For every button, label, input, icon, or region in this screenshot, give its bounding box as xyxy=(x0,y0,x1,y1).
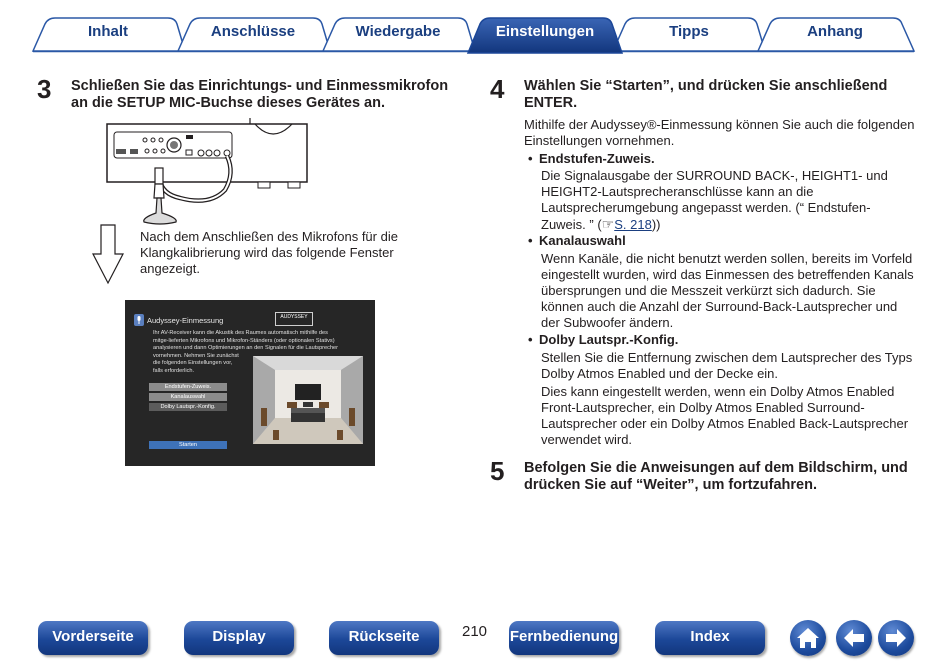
screen-button-kanalauswahl[interactable]: Kanalauswahl xyxy=(149,393,227,401)
screen-body-line: falls erforderlich. xyxy=(153,367,195,374)
endstufen-text-line: HEIGHT2-Lautsprecheranschlüsse kann an die xyxy=(541,184,814,199)
step-4-heading-line2: ENTER. xyxy=(524,95,578,111)
step-3-note-line2: Klangkalibrierung wird das folgende Fenster xyxy=(140,245,394,260)
endstufen-ref-line xyxy=(541,216,661,233)
dolby-text-line: Front-Lautsprecher, ein Dolby Atmos Enabled Surround- xyxy=(541,400,865,415)
endstufen-text-line: Zuweis. ” ( xyxy=(541,217,602,232)
tab-anschluesse[interactable]: Anschlüsse xyxy=(210,23,296,40)
step-5-heading-line1: Befolgen Sie die Anweisungen auf dem Bildschirm, und xyxy=(524,460,908,476)
step-4-heading-line1: Wählen Sie “Starten”, und drücken Sie anschließend xyxy=(524,78,888,94)
screen-start-button[interactable]: Starten xyxy=(149,441,227,449)
tab-bar xyxy=(0,0,950,56)
dolby-text-line: Stellen Sie die Entfernung zwischen dem Lautsprecher des Typs xyxy=(541,350,913,365)
screen-body-line: mitge-lieferten Mikrofons und Mikrofon-Ständers (oder optionalen Stativs) xyxy=(153,337,335,344)
nav-vorderseite-button[interactable]: Vorderseite xyxy=(38,621,148,655)
bullet-dolby-lautspr-konfig xyxy=(528,332,678,348)
endstufen-text-line: Die Signalausgabe der SURROUND BACK-, HEIGHT1- und xyxy=(541,168,888,183)
screen-body-line: die folgenden Einstellungen vor, xyxy=(153,360,233,367)
screen-body-line: analysieren und dann Optimierungen an den Signalen für die Lautsprecher xyxy=(153,345,339,352)
kanalauswahl-text-line: der Subwoofer ändern. xyxy=(541,315,674,330)
screen-button-dolby[interactable]: Dolby Lautspr.-Konfig. xyxy=(149,403,227,411)
tab-inhalt[interactable]: Inhalt xyxy=(88,23,128,40)
step-4-intro-line2: Einstellungen vornehmen. xyxy=(524,133,675,148)
room-illustration xyxy=(253,356,363,444)
bullet-endstufen-zuweis xyxy=(528,151,655,167)
step-5-heading-line2: drücken Sie auf “Weiter”, um fortzufahren. xyxy=(524,477,818,493)
dolby-text-line: Dies kann eingestellt werden, wenn ein Dolby Atmos Enabled xyxy=(541,384,895,399)
endstufen-text-line: Lautsprecherumgebung angepasst werden. (“ Endstufen- xyxy=(541,200,871,215)
step-3-heading-line1: Schließen Sie das Einrichtungs- und Einmessmikrofon xyxy=(71,78,449,94)
bullet-dot: • xyxy=(528,332,533,347)
tab-anhang[interactable]: Anhang xyxy=(807,23,863,40)
screen-body-line: vornehmen. Nehmen Sie zunächst xyxy=(153,352,239,359)
bullet-title: Kanalauswahl xyxy=(539,233,626,248)
step-3-note-line1: Nach dem Anschließen des Mikrofons für die xyxy=(140,229,398,244)
home-icon xyxy=(790,620,826,656)
nav-display-button[interactable]: Display xyxy=(184,621,294,655)
ref-tail: )) xyxy=(651,217,661,232)
nav-rueckseite-button[interactable]: Rückseite xyxy=(329,621,439,655)
audyssey-screen-mockup xyxy=(125,300,375,466)
dolby-text-line: verwendet wird. xyxy=(541,432,633,447)
arrow-right-icon xyxy=(878,620,914,656)
page-number: 210 xyxy=(462,623,488,640)
dolby-text-line: Dolby Atmos Enabled und der Decke ein. xyxy=(541,366,779,381)
step-3-heading-line2: an die SETUP MIC-Buchse dieses Gerätes an. xyxy=(71,95,386,111)
audyssey-logo: AUDYSSEY xyxy=(275,312,313,326)
screen-button-endstufen[interactable]: Endstufen-Zuweis. xyxy=(149,383,227,391)
tab-tipps[interactable]: Tipps xyxy=(669,23,709,40)
bullet-title: Endstufen-Zuweis. xyxy=(539,151,655,166)
bullet-dot: • xyxy=(528,151,533,166)
nav-index-button[interactable]: Index xyxy=(655,621,765,655)
microphone-icon xyxy=(134,314,144,326)
bullet-dot: • xyxy=(528,233,533,248)
step-3-number: 3 xyxy=(37,74,52,104)
tab-wiedergabe[interactable]: Wiedergabe xyxy=(355,23,441,40)
down-arrow-icon xyxy=(91,224,125,286)
step-4-number: 4 xyxy=(490,74,505,104)
dolby-text-line: Lautsprecher oder ein Dolby Atmos Enabled Back-Lautsprecher xyxy=(541,416,909,431)
next-page-button[interactable] xyxy=(878,620,914,656)
receiver-microphone-illustration xyxy=(100,118,315,230)
step-3-note-line3: angezeigt. xyxy=(140,261,200,276)
arrow-left-icon xyxy=(836,620,872,656)
step-4-intro-line1: Mithilfe der Audyssey®-Einmessung können Sie auch die folgenden xyxy=(524,117,915,132)
page-reference-link[interactable]: S. 218 xyxy=(614,217,652,232)
screen-title: Audyssey-Einmessung xyxy=(147,316,224,325)
kanalauswahl-text-line: können auch die Anzahl der Surround-Back-Lautsprecher und xyxy=(541,299,898,314)
kanalauswahl-text-line: übersprungen und die Messzeit verkürzt sich dadurch. Sie xyxy=(541,283,876,298)
kanalauswahl-text-line: eingestellt wurden, wird das Einmessen des betreffenden Kanals xyxy=(541,267,914,282)
pointing-hand-icon: ☞ xyxy=(601,216,615,232)
step-5-number: 5 xyxy=(490,456,505,486)
home-button[interactable] xyxy=(790,620,826,656)
kanalauswahl-text-line: Wenn Kanäle, die nicht benutzt werden sollen, bereits im Vorfeld xyxy=(541,251,913,266)
tab-einstellungen[interactable]: Einstellungen xyxy=(495,23,595,40)
previous-page-button[interactable] xyxy=(836,620,872,656)
bullet-title: Dolby Lautspr.-Konfig. xyxy=(539,332,679,347)
nav-fernbedienung-button[interactable]: Fernbedienung xyxy=(509,621,619,655)
bullet-kanalauswahl xyxy=(528,233,626,249)
screen-body-line: Ihr AV-Receiver kann die Akustik des Raumes automatisch mithilfe des xyxy=(153,330,328,336)
